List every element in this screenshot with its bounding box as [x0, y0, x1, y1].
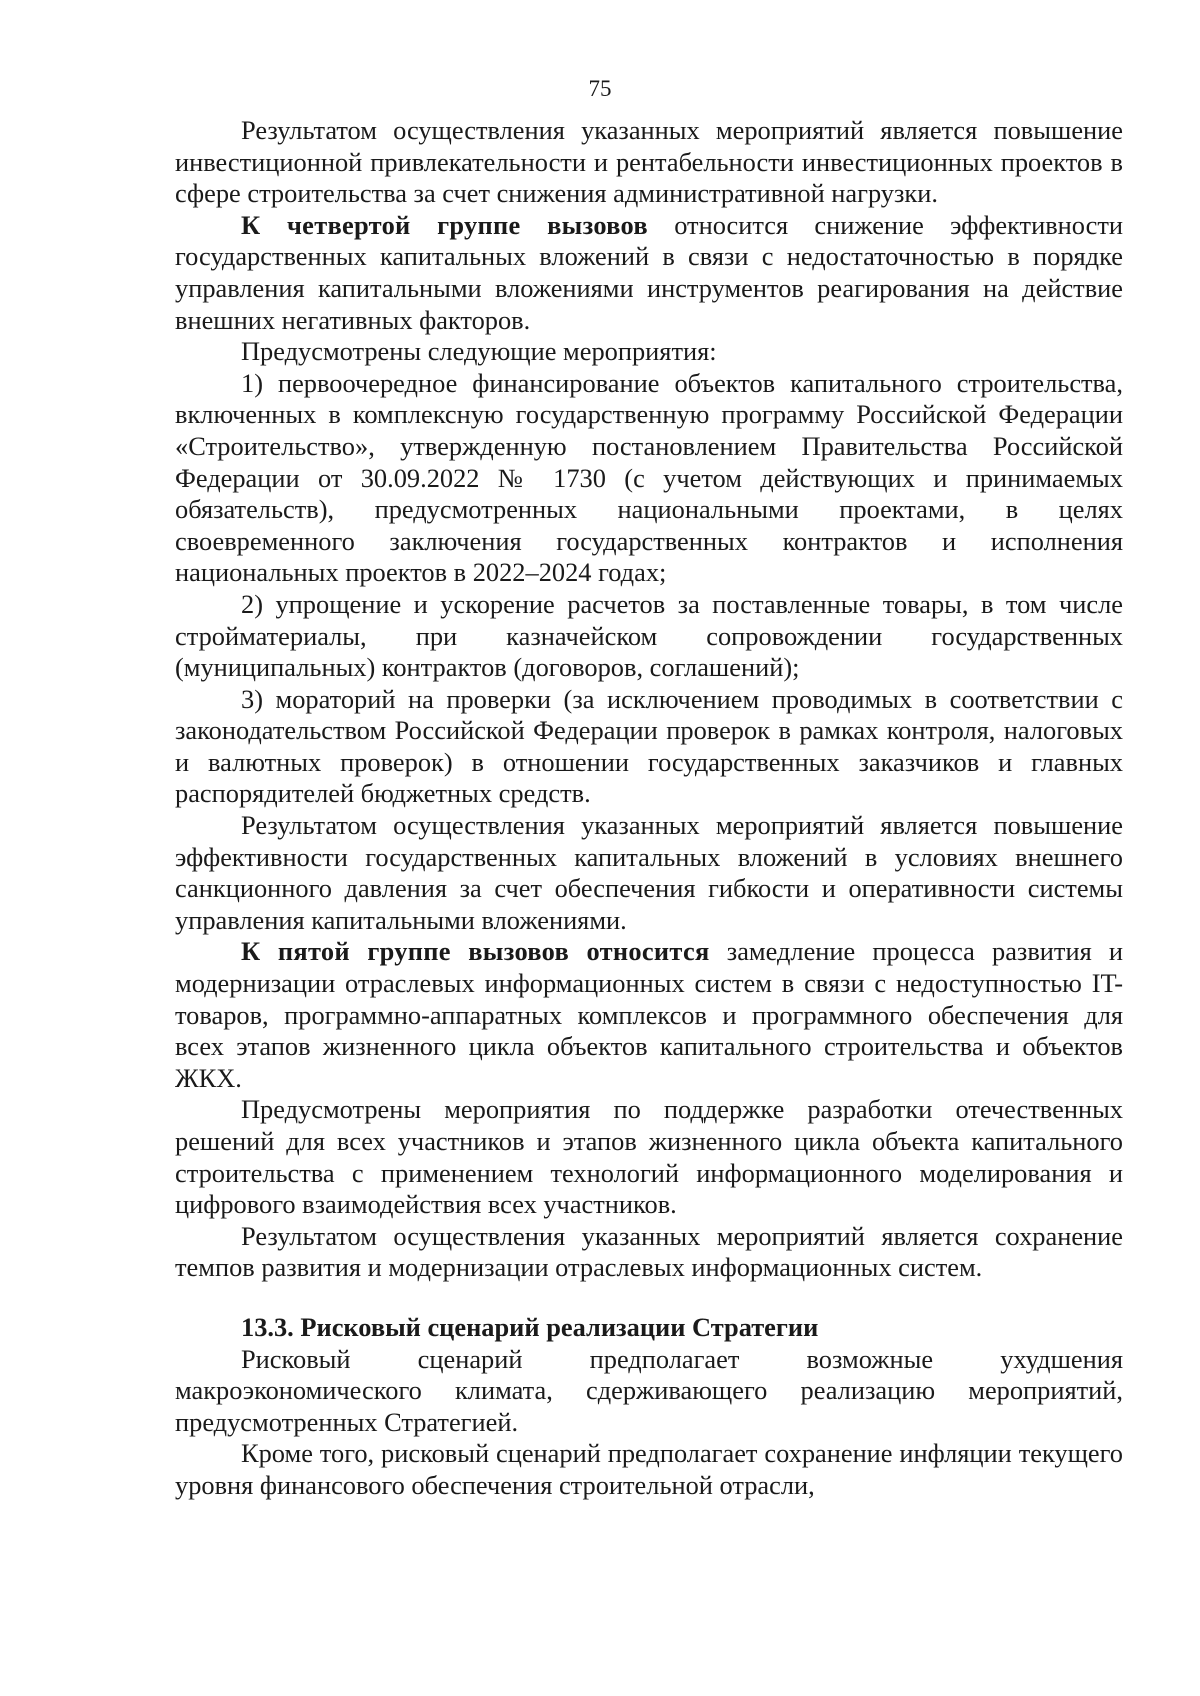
paragraph-risk-inflation: Кроме того, рисковый сценарий предполагает сохранение инфляции текущего уровня финансового обеспечения строительной отрасли,: [175, 1438, 1123, 1500]
list-item-2: 2) упрощение и ускорение расчетов за поставленные товары, в том числе стройматериалы, при казначейском сопровождении государственных (муниципальных) контрактов (договоров, соглашений);: [175, 588, 1123, 683]
page-number: 75: [588, 76, 612, 101]
list-item-1: 1) первоочередное финансирование объектов капитального строительства, включенных в комплексную государственную программу Российской Федерации «Строительство», утвержденную постановлением Правительства Российской Федерации от 30.09.2022 № 1730 (с учетом действующих и принимаемых обязательств), предусмотренных национальными проектами, в целях своевременного заключения государственных контрактов и исполнения национальных проектов в 2022–2024 годах;: [175, 367, 1123, 588]
paragraph-measures-intro: Предусмотрены следующие мероприятия:: [241, 336, 717, 367]
fifth-group-heading: К пятой группе вызовов относится: [241, 936, 710, 967]
paragraph-measures-it: Предусмотрены мероприятия по поддержке разработки отечественных решений для всех участников и этапов жизненного цикла объекта капитального строительства с применением технологий информационного моделирования и цифрового взаимодействия всех участников.: [175, 1094, 1123, 1220]
paragraph-fourth-group: [175, 210, 1123, 336]
fourth-group-heading: К четвертой группе вызовов: [241, 209, 648, 240]
paragraph-fifth-group: [175, 936, 1123, 1094]
fourth-group-text: относится снижение эффективности государственных капитальных вложений в связи с недостаточностью в порядке управления капитальными вложениями инструментов реагирования на действие внешних негативных факторов.: [175, 209, 1123, 335]
paragraph-result-efficiency: Результатом осуществления указанных мероприятий является повышение эффективности государственных капитальных вложений в условиях внешнего санкционного давления за счет обеспечения гибкости и оперативности системы управления капитальными вложениями.: [175, 810, 1123, 935]
document-body: [175, 115, 1123, 1502]
paragraph-risk-scenario: Рисковый сценарий предполагает возможные ухудшения макроэкономического климата, сдерживающего реализацию мероприятий, предусмотренных Стратегией.: [175, 1343, 1123, 1437]
fifth-group-text: замедление процесса развития и модернизации отраслевых информационных систем в связи с недоступностью IT-товаров, программно-аппаратных комплексов и программного обеспечения для всех этапов жизненного цикла объектов капитального строительства и объектов ЖКХ.: [175, 936, 1124, 1093]
section-heading: 13.3. Рисковый сценарий реализации Стратегии: [241, 1311, 819, 1342]
paragraph-result-investment: Результатом осуществления указанных мероприятий является повышение инвестиционной привлекательности и рентабельности инвестиционных проектов в сфере строительства за счет снижения административной нагрузки.: [175, 115, 1123, 209]
paragraph-result-it: Результатом осуществления указанных мероприятий является сохранение темпов развития и модернизации отраслевых информационных систем.: [175, 1220, 1123, 1283]
list-item-3: 3) мораторий на проверки (за исключением проводимых в соответствии с законодательством Российской Федерации проверок в рамках контроля, налоговых и валютных проверок) в отношении государственных заказчиков и главных распорядителей бюджетных средств.: [175, 683, 1123, 809]
